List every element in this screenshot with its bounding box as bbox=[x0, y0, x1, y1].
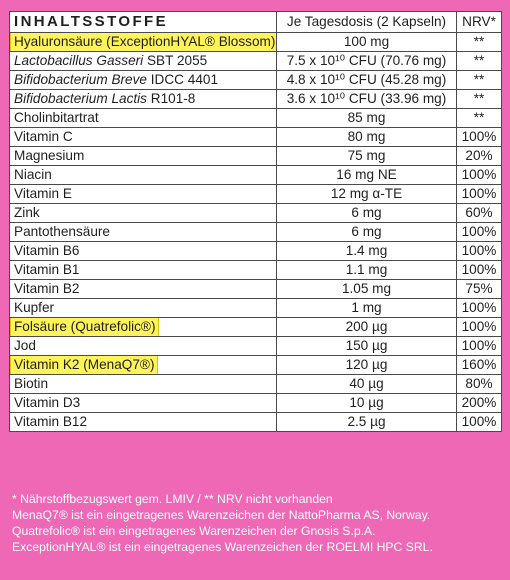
ingredient-name bbox=[14, 243, 80, 258]
ingredient-name-cell bbox=[10, 147, 277, 166]
ingredients-table bbox=[9, 11, 502, 432]
ingredient-name-cell bbox=[10, 280, 277, 299]
daily-dose-cell: 1 mg bbox=[277, 299, 457, 318]
ingredient-name bbox=[14, 53, 207, 68]
footnote-menaq7: MenaQ7® ist ein eingetragenes Warenzeichen der NattoPharma AS, Norway. bbox=[12, 508, 431, 522]
daily-dose-cell: 1.1 mg bbox=[277, 261, 457, 280]
table-row bbox=[10, 356, 502, 375]
daily-dose-cell: 3.6 x 10¹⁰ CFU (33.96 mg) bbox=[277, 90, 457, 109]
nrv-cell: 100% bbox=[457, 337, 502, 356]
daily-dose-cell: 4.8 x 10¹⁰ CFU (45.28 mg) bbox=[277, 71, 457, 90]
nrv-cell: 80% bbox=[457, 375, 502, 394]
ingredient-name-cell bbox=[10, 204, 277, 223]
ingredient-name-cell bbox=[10, 90, 277, 109]
ingredient-label: Vitamin E bbox=[14, 186, 72, 201]
table-row bbox=[10, 33, 502, 52]
daily-dose-cell: 16 mg NE bbox=[277, 166, 457, 185]
ingredient-name bbox=[14, 224, 110, 239]
ingredient-name-cell bbox=[10, 185, 277, 204]
header-daily-dose: Je Tagesdosis (2 Kapseln) bbox=[277, 12, 457, 33]
ingredient-name bbox=[14, 167, 52, 182]
table-row bbox=[10, 128, 502, 147]
ingredient-name bbox=[14, 72, 218, 87]
ingredient-name-cell bbox=[10, 242, 277, 261]
daily-dose-cell: 12 mg α-TE bbox=[277, 185, 457, 204]
ingredients-table-body bbox=[10, 33, 502, 432]
ingredient-name bbox=[14, 148, 84, 163]
nrv-cell: 160% bbox=[457, 356, 502, 375]
ingredient-label: Folsäure (Quatrefolic®) bbox=[14, 319, 156, 334]
highlighted-ingredient bbox=[11, 33, 277, 51]
ingredient-label: Vitamin D3 bbox=[14, 395, 81, 410]
table-row bbox=[10, 299, 502, 318]
header-nrv: NRV* bbox=[457, 12, 502, 33]
daily-dose-cell: 6 mg bbox=[277, 204, 457, 223]
daily-dose-cell: 200 µg bbox=[277, 318, 457, 337]
daily-dose-cell: 120 µg bbox=[277, 356, 457, 375]
daily-dose-cell: 10 µg bbox=[277, 394, 457, 413]
ingredient-strain: R101-8 bbox=[146, 91, 196, 106]
footnote-quatrefolic: Quatrefolic® ist ein eingetragenes Warenzeichen der Gnosis S.p.A. bbox=[12, 524, 376, 538]
footnote-exceptionhyal: ExceptionHYAL® ist ein eingetragenes Warenzeichen der ROELMI HPC SRL. bbox=[12, 540, 433, 554]
ingredient-name-cell bbox=[10, 337, 277, 356]
ingredient-name-cell bbox=[10, 33, 277, 52]
ingredient-label: Vitamin B12 bbox=[14, 414, 88, 429]
table-row bbox=[10, 261, 502, 280]
ingredient-label: Zink bbox=[14, 205, 40, 220]
ingredient-label: Vitamin B1 bbox=[14, 262, 80, 277]
table-row bbox=[10, 375, 502, 394]
ingredient-strain: SBT 2055 bbox=[143, 53, 208, 68]
ingredient-name bbox=[14, 110, 99, 125]
table-row bbox=[10, 147, 502, 166]
ingredient-label: Pantothensäure bbox=[14, 224, 110, 239]
table-row bbox=[10, 204, 502, 223]
table-row bbox=[10, 280, 502, 299]
ingredient-name bbox=[14, 395, 80, 410]
nrv-cell: ** bbox=[457, 52, 502, 71]
table-row bbox=[10, 242, 502, 261]
nrv-cell: 100% bbox=[457, 242, 502, 261]
ingredient-label: Magnesium bbox=[14, 148, 85, 163]
ingredient-name bbox=[14, 300, 54, 315]
table-row bbox=[10, 318, 502, 337]
nrv-cell: ** bbox=[457, 109, 502, 128]
ingredient-name-cell bbox=[10, 128, 277, 147]
ingredient-label: Jod bbox=[14, 338, 36, 353]
nrv-cell: 100% bbox=[457, 299, 502, 318]
table-row bbox=[10, 394, 502, 413]
ingredient-name-cell bbox=[10, 223, 277, 242]
ingredient-name bbox=[14, 205, 40, 220]
daily-dose-cell: 150 µg bbox=[277, 337, 457, 356]
ingredient-name bbox=[14, 338, 36, 353]
ingredient-name-cell bbox=[10, 166, 277, 185]
table-row bbox=[10, 166, 502, 185]
table-row bbox=[10, 337, 502, 356]
table-row bbox=[10, 223, 502, 242]
daily-dose-cell: 80 mg bbox=[277, 128, 457, 147]
highlighted-ingredient bbox=[11, 356, 157, 374]
ingredient-species: Bifidobacterium Breve bbox=[14, 72, 147, 87]
ingredient-name-cell bbox=[10, 413, 277, 432]
table-row bbox=[10, 185, 502, 204]
ingredient-name-cell bbox=[10, 394, 277, 413]
ingredient-strain: IDCC 4401 bbox=[146, 72, 219, 87]
ingredient-species: Bifidobacterium Lactis bbox=[14, 91, 147, 106]
ingredient-name-cell bbox=[10, 109, 277, 128]
table-row bbox=[10, 413, 502, 432]
header-ingredients: INHALTSSTOFFE bbox=[10, 12, 277, 33]
nrv-cell: 75% bbox=[457, 280, 502, 299]
nrv-cell: 100% bbox=[457, 166, 502, 185]
daily-dose-cell: 100 mg bbox=[277, 33, 457, 52]
ingredient-label: Hyaluronsäure (ExceptionHYAL® Blossom) bbox=[14, 34, 276, 49]
ingredient-label: Vitamin K2 (MenaQ7®) bbox=[14, 357, 155, 372]
ingredient-name-cell bbox=[10, 299, 277, 318]
ingredient-name-cell bbox=[10, 52, 277, 71]
nrv-cell: 100% bbox=[457, 185, 502, 204]
ingredient-name-cell bbox=[10, 261, 277, 280]
ingredient-label: Kupfer bbox=[14, 300, 55, 315]
ingredient-name bbox=[14, 91, 195, 106]
nrv-cell: 100% bbox=[457, 261, 502, 280]
nrv-cell: 200% bbox=[457, 394, 502, 413]
daily-dose-cell: 6 mg bbox=[277, 223, 457, 242]
daily-dose-cell: 1.05 mg bbox=[277, 280, 457, 299]
table-row bbox=[10, 109, 502, 128]
ingredient-name-cell bbox=[10, 375, 277, 394]
nrv-cell: 60% bbox=[457, 204, 502, 223]
ingredient-name bbox=[14, 414, 87, 429]
highlighted-ingredient bbox=[11, 318, 158, 336]
ingredient-label: Cholinbitartrat bbox=[14, 110, 99, 125]
nrv-cell: 100% bbox=[457, 128, 502, 147]
nrv-cell: ** bbox=[457, 71, 502, 90]
ingredient-name bbox=[14, 262, 80, 277]
table-row bbox=[10, 71, 502, 90]
ingredient-name bbox=[14, 129, 73, 144]
ingredient-name-cell bbox=[10, 356, 277, 375]
ingredient-name-cell bbox=[10, 71, 277, 90]
ingredient-species: Lactobacillus Gasseri bbox=[14, 53, 144, 68]
ingredient-name bbox=[14, 186, 72, 201]
ingredients-panel bbox=[9, 11, 501, 432]
footnotes bbox=[12, 491, 502, 555]
nrv-cell: 100% bbox=[457, 223, 502, 242]
daily-dose-cell: 2.5 µg bbox=[277, 413, 457, 432]
ingredient-label: Vitamin C bbox=[14, 129, 73, 144]
daily-dose-cell: 7.5 x 10¹⁰ CFU (70.76 mg) bbox=[277, 52, 457, 71]
ingredient-label: Vitamin B2 bbox=[14, 281, 80, 296]
daily-dose-cell: 85 mg bbox=[277, 109, 457, 128]
nrv-cell: 100% bbox=[457, 413, 502, 432]
table-row bbox=[10, 90, 502, 109]
daily-dose-cell: 75 mg bbox=[277, 147, 457, 166]
nrv-cell: 20% bbox=[457, 147, 502, 166]
daily-dose-cell: 1.4 mg bbox=[277, 242, 457, 261]
ingredient-label: Vitamin B6 bbox=[14, 243, 80, 258]
nrv-cell: 100% bbox=[457, 318, 502, 337]
footnote-nrv: * Nährstoffbezugswert gem. LMIV / ** NRV nicht vorhanden bbox=[12, 492, 333, 506]
nrv-cell: ** bbox=[457, 33, 502, 52]
ingredient-label: Biotin bbox=[14, 376, 49, 391]
table-header-row bbox=[10, 12, 502, 33]
ingredient-name bbox=[14, 376, 48, 391]
ingredient-name-cell bbox=[10, 318, 277, 337]
ingredient-label: Niacin bbox=[14, 167, 52, 182]
daily-dose-cell: 40 µg bbox=[277, 375, 457, 394]
table-row bbox=[10, 52, 502, 71]
nrv-cell: ** bbox=[457, 90, 502, 109]
ingredient-name bbox=[14, 281, 80, 296]
